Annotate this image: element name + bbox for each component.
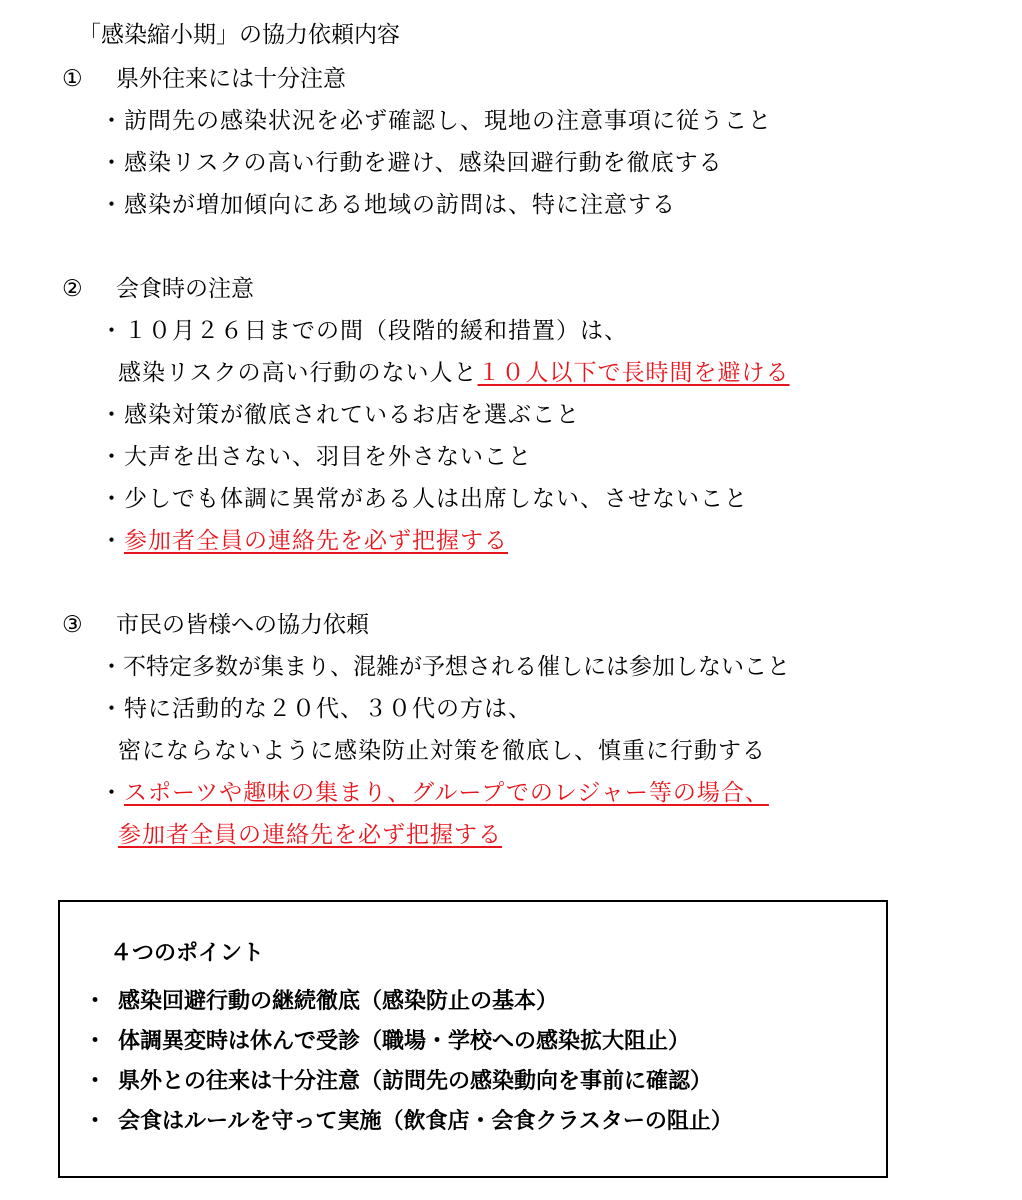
section-3-item-3-line-2 — [118, 816, 502, 849]
section-3-item-3-highlight-2: 参加者全員の連絡先を必ず把握する — [118, 822, 502, 848]
point-item-4 — [84, 1104, 733, 1135]
section-1-title: 県外往来には十分注意 — [116, 66, 346, 92]
section-2-item-4: ・少しでも体調に異常がある人は出席しない、させないこと — [100, 486, 748, 512]
section-3-title: 市民の皆様への協力依頼 — [116, 612, 369, 638]
section-3-item-2-line-2: 密にならないように感染防止対策を徹底し、慎重に行動する — [118, 738, 766, 764]
section-2-item-2: ・感染対策が徹底されているお店を選ぶこと — [100, 402, 580, 428]
four-points-title: ４つのポイント — [110, 941, 265, 966]
section-2-number: ② — [62, 276, 83, 302]
point-item-4-text: 会食はルールを守って実施（飲食店・会食クラスターの阻止） — [118, 1109, 733, 1134]
section-3-item-3-highlight-1: スポーツや趣味の集まり、グループでのレジャー等の場合、 — [124, 780, 769, 806]
section-2-heading — [62, 270, 254, 303]
section-2-item-1-highlight: １０人以下で長時間を避ける — [477, 360, 790, 386]
section-3-item-3-line-1 — [100, 774, 769, 807]
section-1-heading — [62, 60, 346, 93]
section-1-number: ① — [62, 66, 83, 92]
section-3-item-1: ・不特定多数が集まり、混雑が予想される催しには参加しないこと — [100, 654, 790, 680]
section-1-item-1: ・訪問先の感染状況を必ず確認し、現地の注意事項に従うこと — [100, 108, 772, 134]
section-3-item-3-bullet: ・ — [100, 780, 124, 806]
point-bullet: ・ — [84, 989, 107, 1014]
point-item-2 — [84, 1024, 690, 1055]
section-2-item-5-bullet: ・ — [100, 528, 124, 554]
section-2-item-1-line-2-text: 感染リスクの高い行動のない人と — [118, 360, 478, 386]
point-bullet: ・ — [84, 1109, 107, 1134]
section-1-item-2: ・感染リスクの高い行動を避け、感染回避行動を徹底する — [100, 150, 723, 176]
section-3-item-2-line-1: ・特に活動的な２０代、３０代の方は、 — [100, 696, 532, 722]
point-item-2-text: 体調異変時は休んで受診（職場・学校への感染拡大阻止） — [118, 1029, 691, 1054]
section-2-item-3: ・大声を出さない、羽目を外さないこと — [100, 444, 532, 470]
point-bullet: ・ — [84, 1029, 107, 1054]
point-item-3 — [84, 1064, 712, 1095]
point-item-1 — [84, 984, 558, 1015]
document-title: 「感染縮小期」の協力依頼内容 — [78, 22, 400, 48]
section-1-item-3: ・感染が増加傾向にある地域の訪問は、特に注意する — [100, 192, 676, 218]
point-item-3-text: 県外との往来は十分注意（訪問先の感染動向を事前に確認） — [118, 1069, 713, 1094]
section-2-item-1-line-2 — [118, 354, 790, 387]
section-2-item-5-highlight: 参加者全員の連絡先を必ず把握する — [124, 528, 508, 554]
section-2-title: 会食時の注意 — [116, 276, 254, 302]
point-item-1-text: 感染回避行動の継続徹底（感染防止の基本） — [118, 989, 559, 1014]
section-3-heading — [62, 606, 369, 639]
point-bullet: ・ — [84, 1069, 107, 1094]
section-2-item-5 — [100, 522, 508, 555]
section-3-number: ③ — [62, 612, 83, 638]
section-2-item-1-line-1: ・１０月２６日までの間（段階的緩和措置）は、 — [100, 318, 628, 344]
four-points-box — [58, 900, 888, 1178]
